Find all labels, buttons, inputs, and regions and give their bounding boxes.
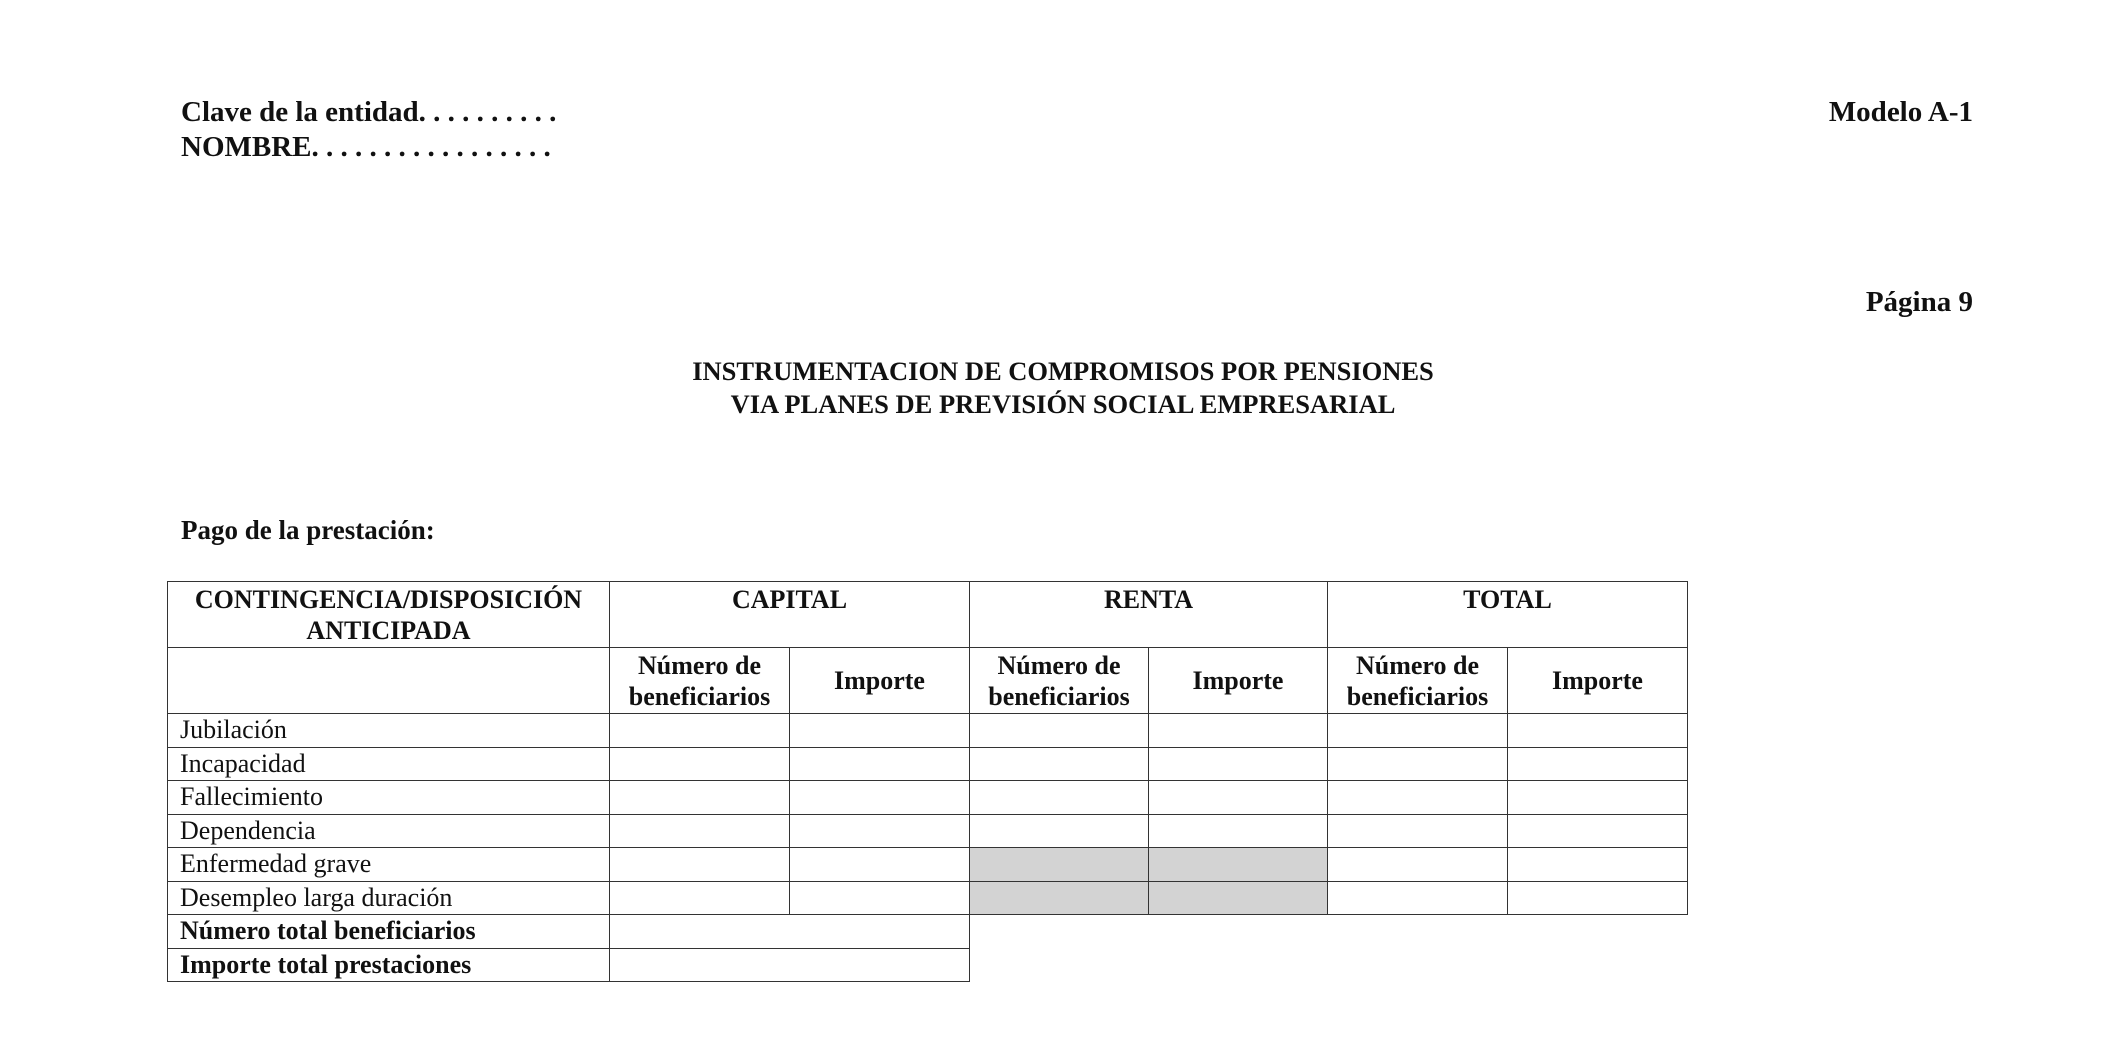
table-row	[168, 714, 1688, 748]
entity-name-label: NOMBRE. . . . . . . . . . . . . . . . .	[181, 131, 551, 163]
title-line-2: VIA PLANES DE PREVISIÓN SOCIAL EMPRESARIAL	[730, 389, 1396, 419]
table-row	[168, 747, 1688, 781]
contingency-header	[168, 582, 610, 648]
total-beneficiaries-label: Número total beneficiarios	[168, 915, 610, 949]
capital-num-header	[610, 648, 790, 714]
capital-num-cell[interactable]	[610, 747, 790, 781]
total-importe-cell[interactable]	[1508, 714, 1688, 748]
total-num-cell[interactable]	[1328, 814, 1508, 848]
page-number: Página 9	[1865, 286, 1973, 318]
renta-num-cell[interactable]	[970, 747, 1149, 781]
capital-importe-cell[interactable]	[790, 881, 970, 915]
capital-importe-cell[interactable]	[790, 848, 970, 882]
row-label: Enfermedad grave	[168, 848, 610, 882]
row-label: Fallecimiento	[168, 781, 610, 815]
total-beneficiaries-cell[interactable]	[610, 915, 970, 949]
contingency-header-line-2: ANTICIPADA	[306, 616, 471, 645]
total-importe-cell[interactable]	[1508, 814, 1688, 848]
row-label: Dependencia	[168, 814, 610, 848]
renta-importe-cell[interactable]	[1149, 714, 1328, 748]
num-line-2: beneficiarios	[628, 681, 771, 711]
section-label: Pago de la prestación:	[181, 515, 435, 545]
total-num-cell[interactable]	[1328, 881, 1508, 915]
renta-header: RENTA	[970, 582, 1328, 648]
renta-num-cell[interactable]	[970, 714, 1149, 748]
capital-importe-cell[interactable]	[790, 781, 970, 815]
num-line-2: beneficiarios	[988, 681, 1130, 711]
row-label: Desempleo larga duración	[168, 881, 610, 915]
total-importe-cell[interactable]	[1508, 881, 1688, 915]
renta-importe-cell[interactable]	[1149, 781, 1328, 815]
blank-header-cell	[168, 648, 610, 714]
row-label: Jubilación	[168, 714, 610, 748]
model-label: Modelo A-1	[1828, 96, 1973, 128]
total-importe-cell[interactable]	[1508, 781, 1688, 815]
capital-importe-header: Importe	[790, 648, 970, 714]
capital-header: CAPITAL	[610, 582, 970, 648]
num-line-1: Número de	[997, 650, 1121, 680]
document-title	[0, 355, 2126, 421]
capital-num-cell[interactable]	[610, 848, 790, 882]
table-row	[168, 781, 1688, 815]
num-line-1: Número de	[637, 650, 761, 680]
total-amount-cell[interactable]	[610, 948, 970, 982]
capital-num-cell[interactable]	[610, 714, 790, 748]
benefits-payment-table	[167, 581, 1688, 982]
empty-space	[970, 915, 1688, 949]
empty-space	[970, 948, 1688, 982]
row-label: Incapacidad	[168, 747, 610, 781]
renta-num-cell[interactable]	[970, 781, 1149, 815]
renta-importe-cell-disabled	[1149, 881, 1328, 915]
total-num-cell[interactable]	[1328, 714, 1508, 748]
capital-importe-cell[interactable]	[790, 747, 970, 781]
renta-num-cell-disabled	[970, 881, 1149, 915]
entity-code-label: Clave de la entidad. . . . . . . . . .	[181, 96, 557, 128]
renta-importe-cell[interactable]	[1149, 747, 1328, 781]
capital-num-cell[interactable]	[610, 881, 790, 915]
renta-importe-cell[interactable]	[1149, 814, 1328, 848]
total-importe-header: Importe	[1508, 648, 1688, 714]
total-amount-row	[168, 948, 1688, 982]
total-num-cell[interactable]	[1328, 781, 1508, 815]
header-row-groups	[168, 582, 1688, 648]
total-num-cell[interactable]	[1328, 848, 1508, 882]
title-line-1: INSTRUMENTACION DE COMPROMISOS POR PENSIONES	[692, 356, 1434, 386]
contingency-header-line-1: CONTINGENCIA/DISPOSICIÓN	[194, 585, 583, 614]
total-num-cell[interactable]	[1328, 747, 1508, 781]
num-line-1: Número de	[1355, 650, 1479, 680]
total-importe-cell[interactable]	[1508, 747, 1688, 781]
capital-num-cell[interactable]	[610, 781, 790, 815]
renta-num-cell-disabled	[970, 848, 1149, 882]
table-row	[168, 848, 1688, 882]
renta-importe-cell-disabled	[1149, 848, 1328, 882]
num-line-2: beneficiarios	[1346, 681, 1489, 711]
total-num-header	[1328, 648, 1508, 714]
renta-importe-header: Importe	[1149, 648, 1328, 714]
table-row	[168, 881, 1688, 915]
table-row	[168, 814, 1688, 848]
total-header: TOTAL	[1328, 582, 1688, 648]
capital-num-cell[interactable]	[610, 814, 790, 848]
total-importe-cell[interactable]	[1508, 848, 1688, 882]
renta-num-cell[interactable]	[970, 814, 1149, 848]
capital-importe-cell[interactable]	[790, 814, 970, 848]
total-beneficiaries-row	[168, 915, 1688, 949]
capital-importe-cell[interactable]	[790, 714, 970, 748]
total-amount-label: Importe total prestaciones	[168, 948, 610, 982]
renta-num-header	[970, 648, 1149, 714]
header-row-subcolumns	[168, 648, 1688, 714]
